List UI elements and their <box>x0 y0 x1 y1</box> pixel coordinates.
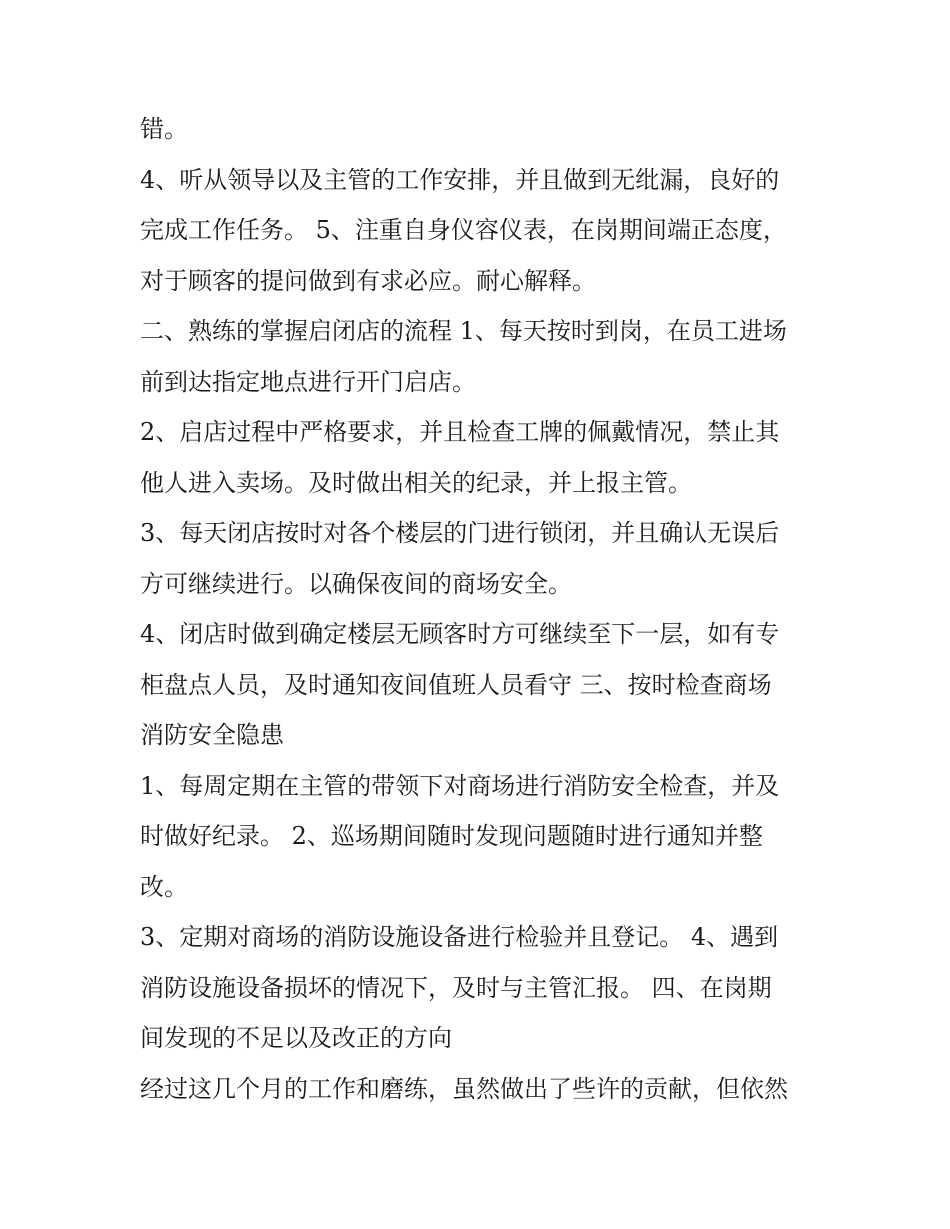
text-line: 对于顾客的提问做到有求必应。耐心解释。 <box>140 266 596 295</box>
text-line: 经过这几个月的工作和磨练，虽然做出了些许的贡献，但依然 <box>140 1074 788 1103</box>
text-line: 消防设施设备损坏的情况下，及时与主管汇报。 四、在岗期 <box>140 973 772 1002</box>
document-body <box>140 104 830 1114</box>
text-line: 二、熟练的掌握启闭店的流程 1、每天按时到岗，在员工进场 <box>140 317 787 345</box>
text-line: 完成工作任务。 5、注重自身仪容仪表，在岗期间端正态度， <box>140 216 787 244</box>
text-line: 柜盘点人员，及时通知夜间值班人员看守 三、按时检查商场 <box>140 670 772 699</box>
text-line: 3、每天闭店按时对各个楼层的门进行锁闭，并且确认无误后 <box>140 519 780 547</box>
text-line: 间发现的不足以及改正的方向 <box>140 1024 452 1052</box>
text-line: 4、闭店时做到确定楼层无顾客时方可继续至下一层，如有专 <box>140 620 780 648</box>
text-line: 4、听从领导以及主管的工作安排，并且做到无纰漏，良好的 <box>140 165 780 194</box>
text-line: 他人进入卖场。及时做出相关的纪录，并上报主管。 <box>140 468 692 497</box>
text-line: 改。 <box>140 872 188 901</box>
text-line: 时做好纪录。 2、巡场期间随时发现问题随时进行通知并整 <box>140 822 763 850</box>
text-line: 方可继续进行。以确保夜间的商场安全。 <box>140 569 572 598</box>
text-line: 1、每周定期在主管的带领下对商场进行消防安全检查，并及 <box>140 771 780 800</box>
text-line: 消防安全隐患 <box>140 721 284 749</box>
text-line: 2、启店过程中严格要求，并且检查工牌的佩戴情况，禁止其 <box>140 418 780 446</box>
text-line: 前到达指定地点进行开门启店。 <box>140 367 476 396</box>
text-line: 错。 <box>140 115 188 143</box>
text-line: 3、定期对商场的消防设施设备进行检验并且登记。 4、遇到 <box>140 923 779 951</box>
